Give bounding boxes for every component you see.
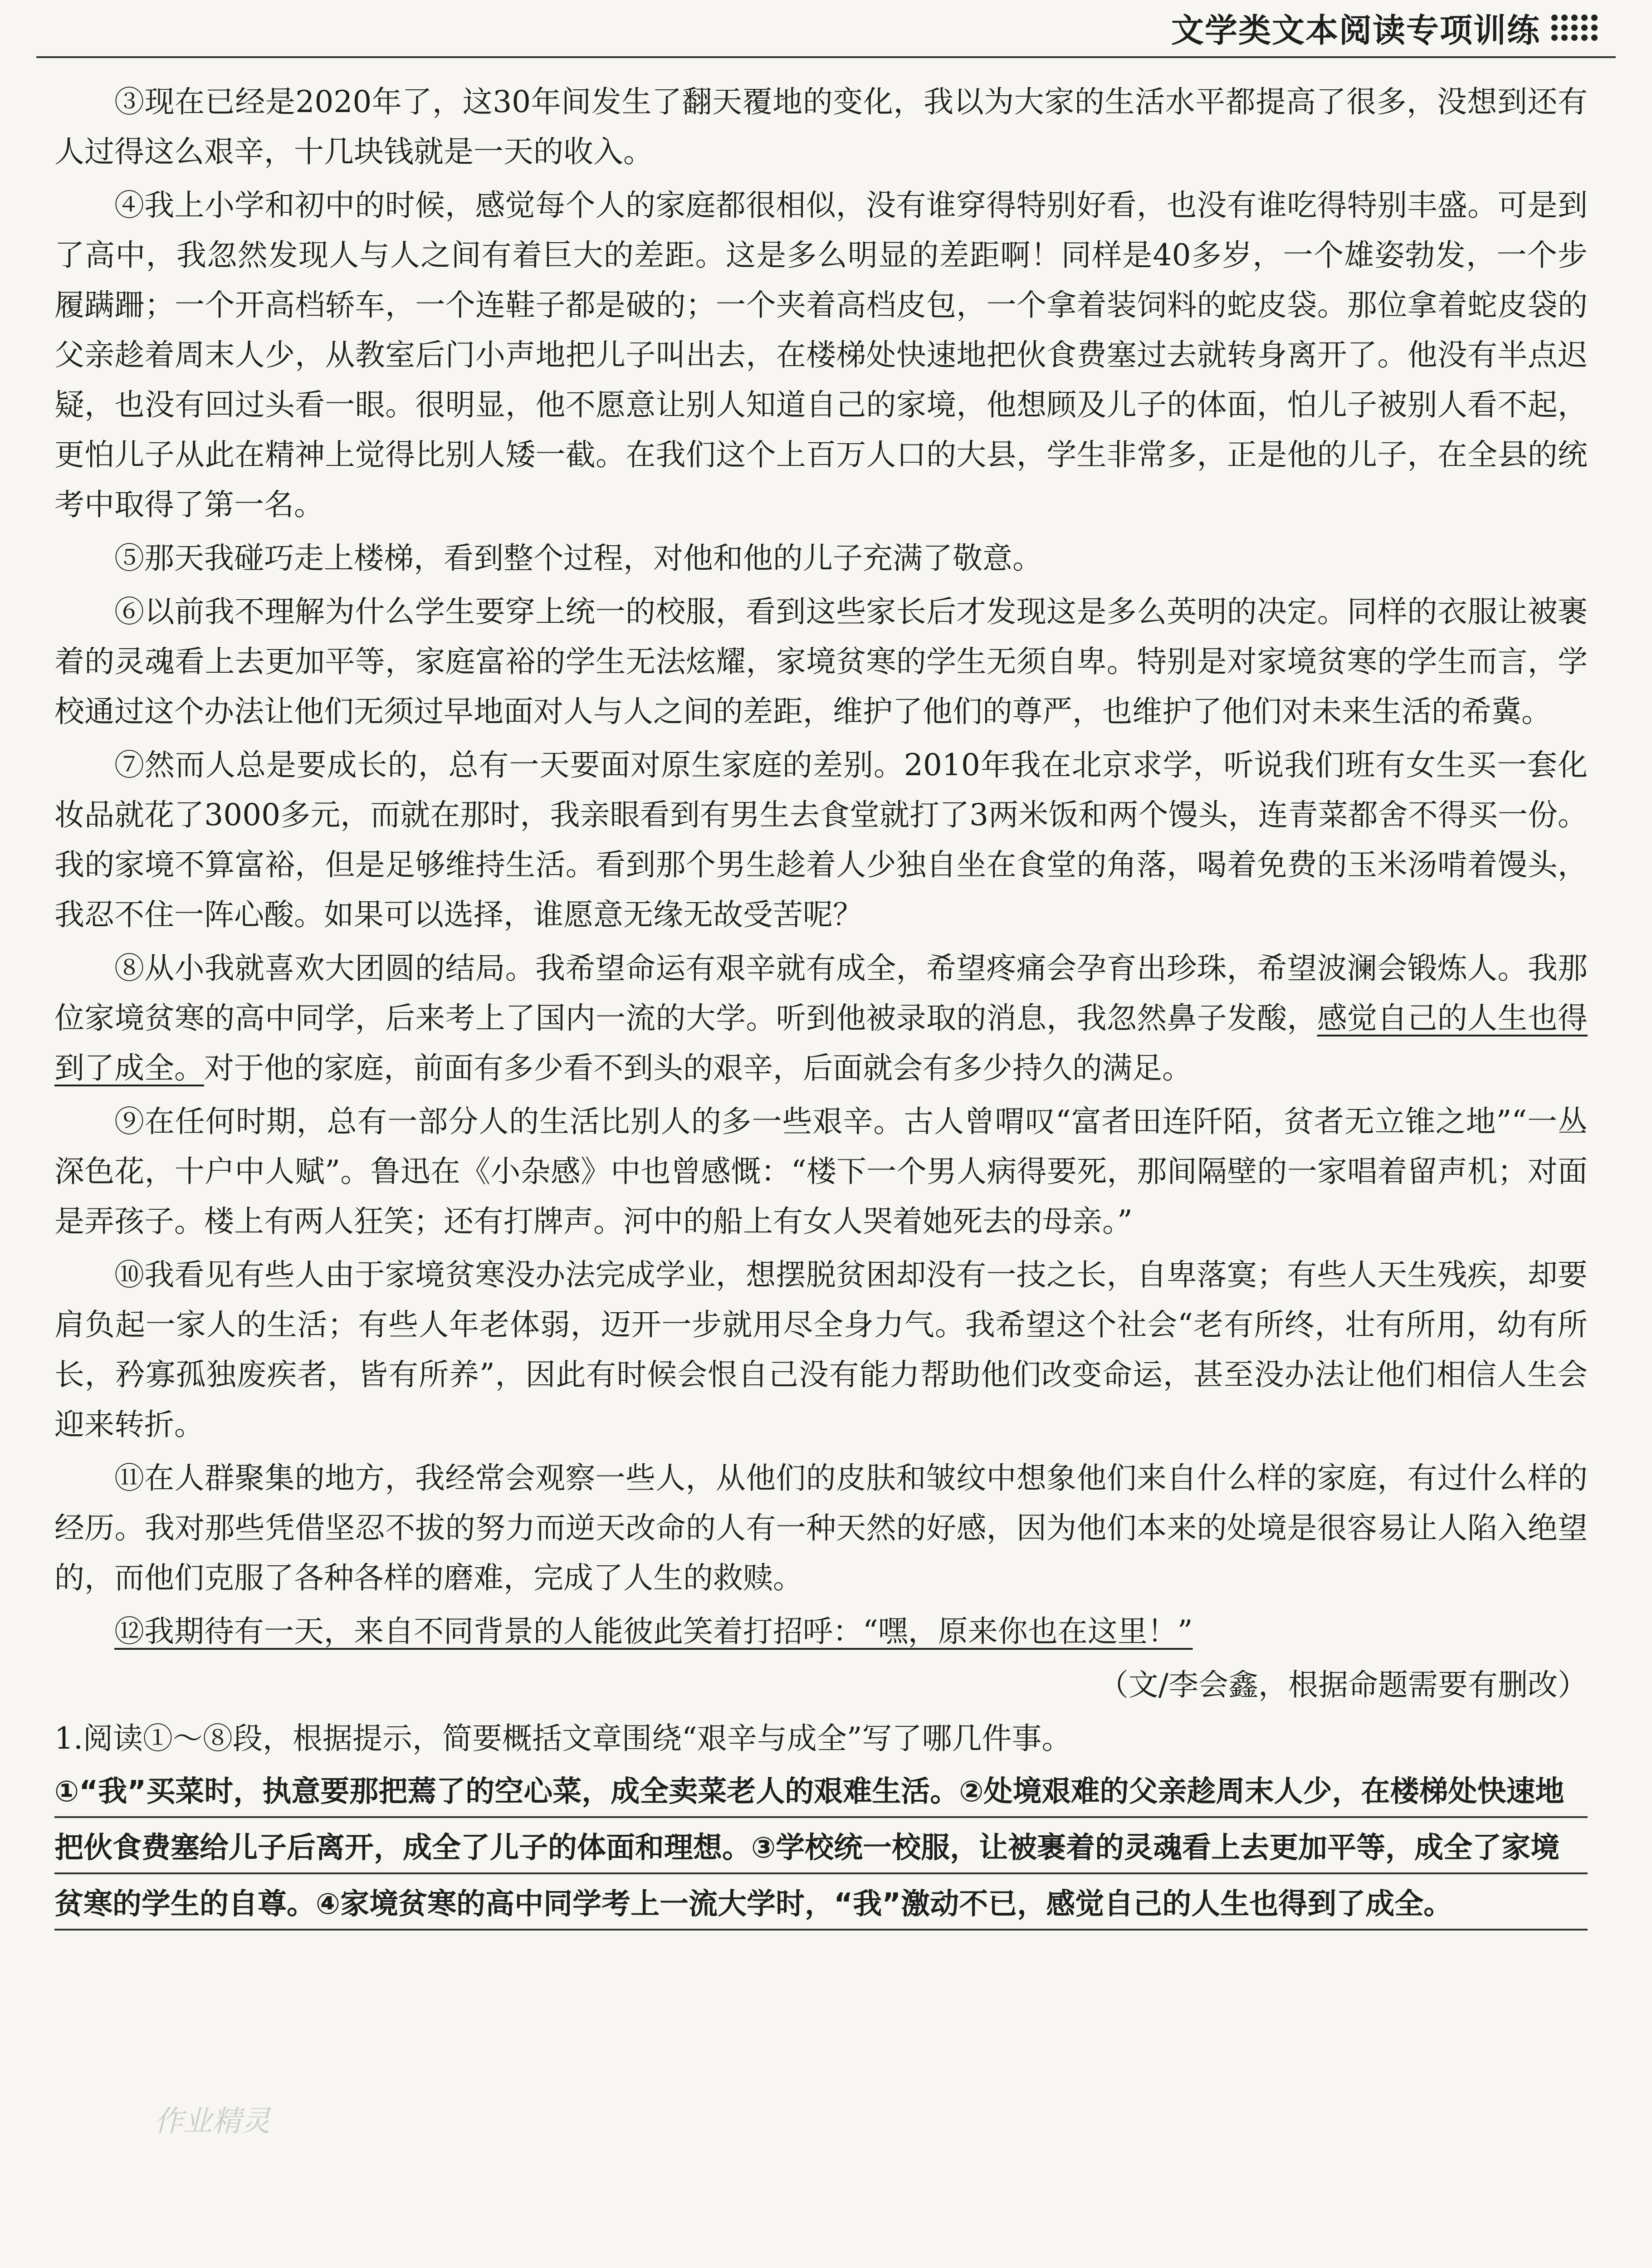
paragraph-8-after: 对于他的家庭，前面有多少看不到头的艰辛，后面就会有多少持久的满足。 (204, 1051, 1192, 1085)
paragraph-6: ⑥以前我不理解为什么学生要穿上统一的校服，看到这些家长后才发现这是多么英明的决定。同样的衣服让被裹着的灵魂看上去更加平等，家庭富裕的学生无法炫耀，家境贫寒的学生无须自卑。特别是对家境贫寒的学生而言，学校通过这个办法让他们无须过早地面对人与人之间的差距，维护了他们的尊严，也维护了他们对未来生活的希冀。 (54, 594, 1588, 729)
paragraph-4: ④我上小学和初中的时候，感觉每个人的家庭都很相似，没有谁穿得特别好看，也没有谁吃得特别丰盛。可是到了高中，我忽然发现人与人之间有着巨大的差距。这是多么明显的差距啊！同样是40多岁，一个雄姿勃发，一个步履蹒跚；一个开高档轿车，一个连鞋子都是破的；一个夹着高档皮包，一个拿着装饲料的蛇皮袋。那位拿着蛇皮袋的父亲趁着周末人少，从教室后门小声地把儿子叫出去，在楼梯处快速地把伙食费塞过去就转身离开了。他没有半点迟疑，也没有回过头看一眼。很明显，他不愿意让别人知道自己的家境，他想顾及儿子的体面，怕儿子被别人看不起，更怕儿子从此在精神上觉得比别人矮一截。在我们这个上百万人口的大县，学生非常多，正是他的儿子，在全县的统考中取得了第一名。 (54, 188, 1588, 522)
paragraph-5: ⑤那天我碰巧走上楼梯，看到整个过程，对他和他的儿子充满了敬意。 (114, 541, 1042, 576)
paragraph-10: ⑩我看见有些人由于家境贫寒没办法完成学业，想摆脱贫困却没有一技之长，自卑落寞；有些人天生残疾，却要肩负起一家人的生活；有些人年老体弱，迈开一步就用尽全身力气。我希望这个社会“老有所终，壮有所用，幼有所长，矜寡孤独废疾者，皆有所养”，因此有时候会恨自己没有能力帮助他们改变命运，甚至没办法让他们相信人生会迎来转折。 (54, 1257, 1588, 1442)
paragraph-8 (54, 943, 1588, 1093)
header-title: 文学类文本阅读专项训练 (1171, 11, 1540, 49)
watermark-left: 作业精灵 (154, 2105, 270, 2138)
answer-1: ①“我”买菜时，执意要那把蔫了的空心菜，成全卖菜老人的艰难生活。②处境艰难的父亲趁周末人少，在楼梯处快速地把伙食费塞给儿子后离开，成全了儿子的体面和理想。③学校统一校服，让被裹着的灵魂看上去更加平等，成全了家境贫寒的学生的自尊。④家境贫寒的高中同学考上一流大学时，“我”激动不已，感觉自己的人生也得到了成全。 (54, 1764, 1588, 1932)
paragraph-7: ⑦然而人总是要成长的，总有一天要面对原生家庭的差别。2010年我在北京求学，听说我们班有女生买一套化妆品就花了3000多元，而就在那时，我亲眼看到有男生去食堂就打了3两米饭和两个馒头，连青菜都舍不得买一份。我的家境不算富裕，但是足够维持生活。看到那个男生趁着人少独自坐在食堂的角落，喝着免费的玉米汤啃着馒头，我忍不住一阵心酸。如果可以选择，谁愿意无缘无故受苦呢？ (54, 748, 1588, 932)
paragraph-11: ⑪在人群聚集的地方，我经常会观察一些人，从他们的皮肤和皱纹中想象他们来自什么样的家庭，有过什么样的经历。我对那些凭借坚忍不拔的努力而逆天改命的人有一种天然的好感，因为他们本来的处境是很容易让人陷入绝望的，而他们克服了各种各样的磨难，完成了人生的救赎。 (54, 1461, 1588, 1595)
paragraph-3: ③现在已经是2020年了，这30年间发生了翻天覆地的变化，我以为大家的生活水平都提高了很多，没想到还有人过得这么艰辛，十几块钱就是一天的收入。 (54, 84, 1588, 169)
paragraph-12-underlined: ⑫我期待有一天，来自不同背景的人能彼此笑着打招呼：“嘿，原来你也在这里！” (114, 1614, 1193, 1649)
article-body (54, 77, 1588, 1932)
page-header (1171, 3, 1598, 53)
source-note: （文/李会鑫，根据命题需要有删改） (1098, 1667, 1588, 1702)
paragraph-8-underlined: 感觉自己的人生也得到了成全。 (54, 1001, 1588, 1085)
paragraph-12 (54, 1607, 1588, 1657)
paragraph-8-before: ⑧从小我就喜欢大团圆的结局。我希望命运有艰辛就有成全，希望疼痛会孕育出珍珠，希望波澜会锻炼人。我那位家境贫寒的高中同学，后来考上了国内一流的大学。听到他被录取的消息，我忽然鼻子发酸， (54, 951, 1588, 1036)
header-divider (36, 56, 1616, 58)
question-1: 1.阅读①～⑧段，根据提示，简要概括文章围绕“艰辛与成全”写了哪几件事。 (54, 1721, 1072, 1756)
paragraph-9: ⑨在任何时期，总有一部分人的生活比别人的多一些艰辛。古人曾喟叹“富者田连阡陌，贫者无立锥之地”“一丛深色花，十户中人赋”。鲁迅在《小杂感》中也曾感慨：“楼下一个男人病得要死，那间隔壁的一家唱着留声机；对面是弄孩子。楼上有两人狂笑；还有打牌声。河中的船上有女人哭着她死去的母亲。” (54, 1104, 1588, 1239)
header-dots-icon (1551, 15, 1598, 41)
